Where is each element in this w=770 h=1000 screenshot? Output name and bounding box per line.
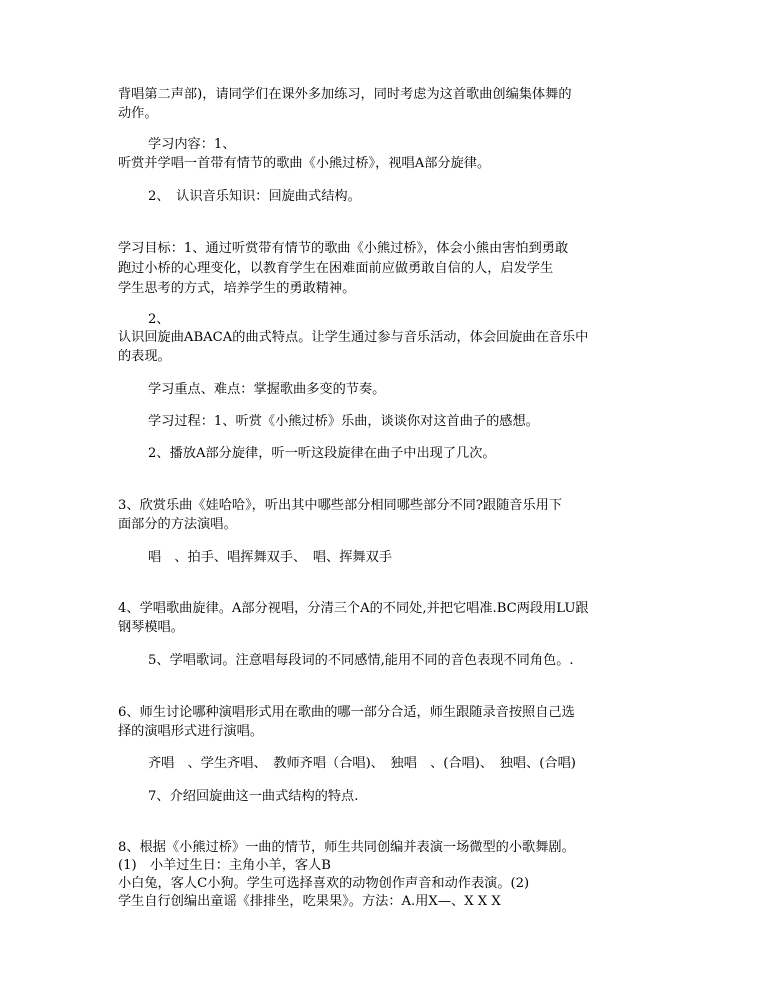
text-line: 钢琴模唱。: [118, 620, 184, 635]
text-line: 4、学唱歌曲旋律。A部分视唱，分清三个A的不同处,并把它唱准.BC两段用LU跟: [118, 601, 589, 616]
text-line: 小白兔，客人C小狗。学生可选择喜欢的动物创作声音和动作表演。(2): [118, 876, 530, 891]
text-line: (1) 小羊过生日：主角小羊，客人B: [118, 858, 331, 873]
text-line: 跑过小桥的心理变化，以教育学生在困难面前应做勇敢自信的人，启发学生: [118, 261, 554, 276]
text-line: 2、: [148, 312, 170, 327]
text-line: 2、 认识音乐知识：回旋曲式结构。: [148, 189, 361, 204]
text-line: 择的演唱形式进行演唱。: [118, 724, 264, 739]
text-line: 学习过程：1、听赏《小熊过桥》乐曲，谈谈你对这首曲子的感想。: [148, 414, 539, 429]
text-line: 学习重点、难点：掌握歌曲多变的节奏。: [148, 382, 386, 397]
text-line: 齐唱 、学生齐唱、 教师齐唱（合唱)、 独唱 、(合唱)、 独唱、(合唱): [148, 756, 576, 771]
text-line: 背唱第二声部)，请同学们在课外多加练习，同时考虑为这首歌曲创编集体舞的: [118, 87, 572, 102]
text-line: 听赏并学唱一首带有情节的歌曲《小熊过桥》，视唱A部分旋律。: [118, 156, 491, 171]
text-line: 学生自行创编出童谣《排排坐，吃果果》。方法：A.用X—、X X X: [118, 894, 501, 909]
text-line: 学习内容：1、: [148, 137, 236, 152]
text-line: 唱 、拍手、唱挥舞双手、 唱、挥舞双手: [148, 550, 392, 565]
text-line: 认识回旋曲ABACA的曲式特点。让学生通过参与音乐活动，体会回旋曲在音乐中: [118, 330, 589, 345]
text-line: 6、师生讨论哪种演唱形式用在歌曲的哪一部分合适，师生跟随录音按照自己选: [118, 705, 575, 720]
text-line: 面部分的方法演唱。: [118, 517, 237, 532]
text-line: 7、介绍回旋曲这一曲式结构的特点.: [148, 789, 359, 804]
text-line: 8、根据《小熊过桥》一曲的情节，师生共同创编并表演一场微型的小歌舞剧。: [118, 840, 575, 855]
text-line: 3、欣赏乐曲《娃哈哈》，听出其中哪些部分相同哪些部分不同?跟随音乐用下: [118, 498, 563, 513]
text-line: 2、播放A部分旋律，听一听这段旋律在曲子中出现了几次。: [148, 446, 496, 461]
text-line: 学习目标：1、通过听赏带有情节的歌曲《小熊过桥》，体会小熊由害怕到勇敢: [118, 241, 569, 256]
text-line: 动作。: [118, 106, 158, 121]
text-line: 5、学唱歌词。注意唱每段词的不同感情,能用不同的音色表现不同角色。.: [148, 653, 574, 668]
text-line: 学生思考的方式，培养学生的勇敢精神。: [118, 281, 356, 296]
text-line: 的表现。: [118, 349, 171, 364]
